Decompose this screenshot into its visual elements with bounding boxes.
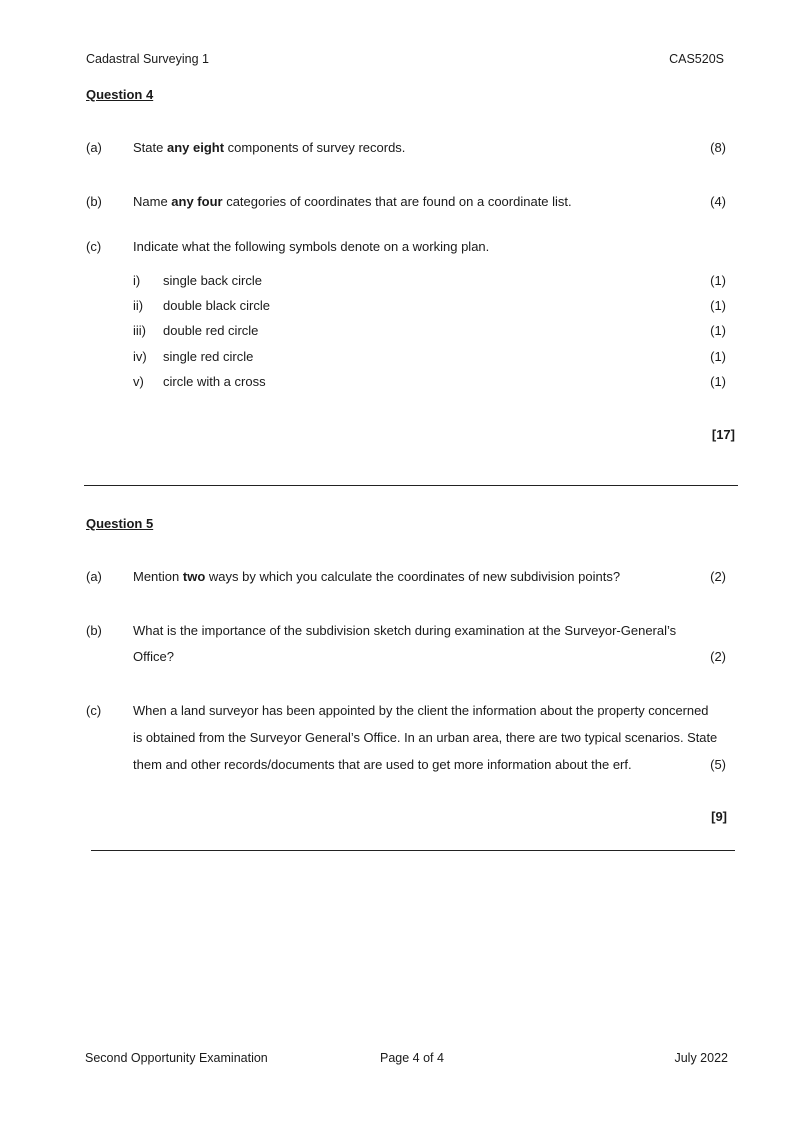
question-5-total: [9] bbox=[711, 809, 727, 824]
q4c-text: Indicate what the following symbols denote on a working plan. bbox=[133, 239, 490, 254]
q4b-label: (b) bbox=[86, 194, 102, 209]
question-5-title: Question 5 bbox=[86, 516, 154, 531]
q4c-item-num: v) bbox=[133, 374, 144, 389]
q5b-text-line1: What is the importance of the subdivision sketch during examination at the Surveyor-General’s bbox=[133, 623, 677, 638]
course-code: CAS520S bbox=[669, 52, 724, 66]
q4c-item-mark: (1) bbox=[710, 298, 726, 313]
question-4-title: Question 4 bbox=[86, 87, 154, 102]
q4c-item-num: iii) bbox=[133, 323, 146, 338]
course-title: Cadastral Surveying 1 bbox=[86, 52, 209, 66]
footer-exam-type: Second Opportunity Examination bbox=[85, 1051, 268, 1065]
q4a-label: (a) bbox=[86, 140, 102, 155]
q5c-label: (c) bbox=[86, 703, 102, 718]
q5c-text-line3: them and other records/documents that are used to get more information about the erf. bbox=[133, 757, 632, 772]
question-4-total: [17] bbox=[711, 427, 735, 442]
section-divider bbox=[84, 485, 738, 486]
q4c-item-mark: (1) bbox=[710, 349, 726, 364]
q5c-mark: (5) bbox=[710, 757, 726, 772]
q5b-label: (b) bbox=[86, 623, 102, 638]
footer-page-number: Page 4 of 4 bbox=[380, 1051, 444, 1065]
q5a-text: Mention two ways by which you calculate the coordinates of new subdivision points? bbox=[133, 569, 621, 584]
q4c-item-text: circle with a cross bbox=[163, 374, 266, 389]
q4c-item-num: ii) bbox=[133, 298, 144, 313]
q5a-mark: (2) bbox=[710, 569, 726, 584]
section-divider bbox=[91, 850, 735, 851]
q4c-item-text: double red circle bbox=[163, 323, 259, 338]
q4c-item-num: i) bbox=[133, 273, 141, 288]
q4a-text: State any eight components of survey records. bbox=[133, 140, 406, 155]
q4c-item-text: single red circle bbox=[163, 349, 254, 364]
q4c-item-text: double black circle bbox=[163, 298, 270, 313]
q4c-label: (c) bbox=[86, 239, 102, 254]
q4c-item-mark: (1) bbox=[710, 323, 726, 338]
q4c-item-mark: (1) bbox=[710, 273, 726, 288]
q4c-item-text: single back circle bbox=[163, 273, 262, 288]
q4b-text: Name any four categories of coordinates that are found on a coordinate list. bbox=[133, 194, 572, 209]
q4c-item-num: iv) bbox=[133, 349, 147, 364]
q5b-mark: (2) bbox=[710, 649, 726, 664]
footer-date: July 2022 bbox=[674, 1051, 728, 1065]
q5c-text-line2: is obtained from the Surveyor General’s Office. In an urban area, there are two typical scenarios. State bbox=[133, 730, 718, 745]
q5b-text-line2: Office? bbox=[133, 649, 174, 664]
q4c-item-mark: (1) bbox=[710, 374, 726, 389]
q4b-mark: (4) bbox=[710, 194, 726, 209]
q5a-label: (a) bbox=[86, 569, 102, 584]
q5c-text-line1: When a land surveyor has been appointed by the client the information about the property concerned bbox=[133, 703, 709, 718]
q4a-mark: (8) bbox=[710, 140, 726, 155]
